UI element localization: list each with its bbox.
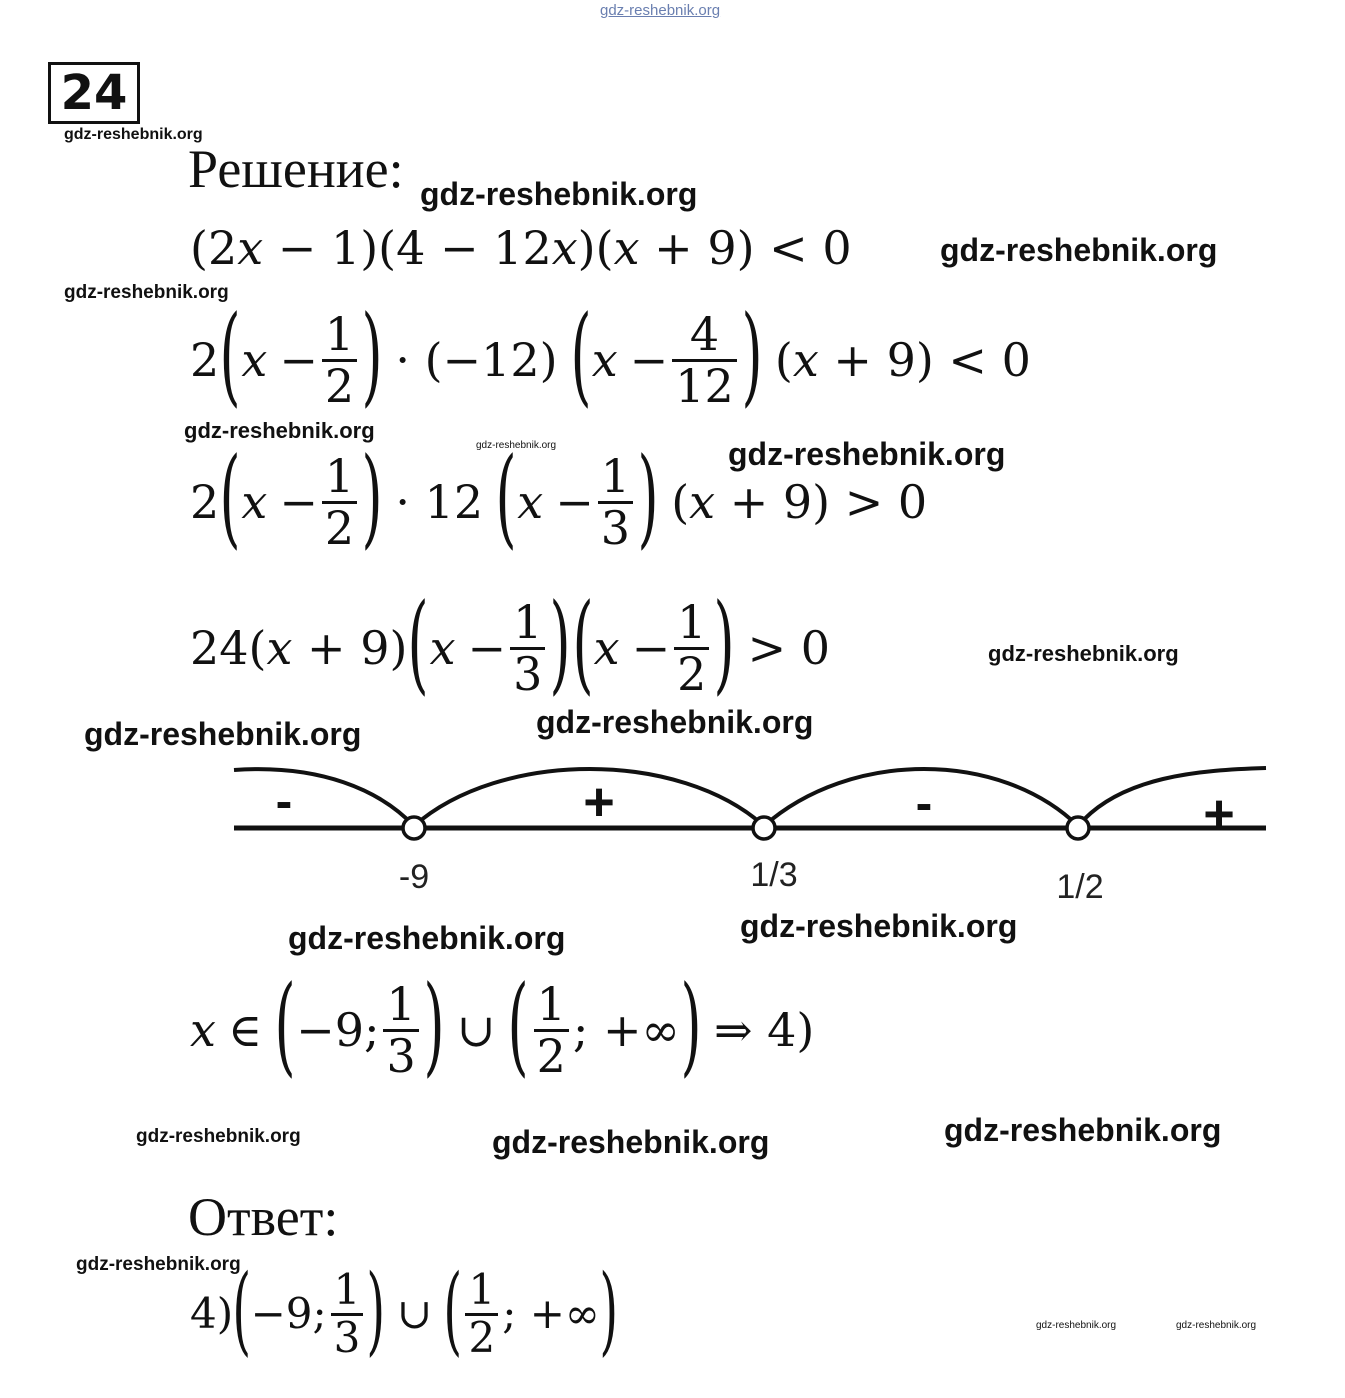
point-label: -9 [398,858,430,896]
paren-close: ) [549,581,571,706]
sign-label: - [915,775,933,831]
watermark: gdz-reshebnik.org [536,704,814,740]
paren-open: ( [443,1254,463,1366]
watermark: gdz-reshebnik.org [136,1126,301,1147]
watermark: gdz-reshebnik.org [84,716,362,752]
paren-open: ( [570,293,592,418]
open-point [1067,817,1089,839]
watermark: gdz-reshebnik.org [184,418,375,443]
sign-label: - [275,773,293,829]
paren-close: ) [361,435,383,560]
paren-close: ) [741,293,763,418]
result: x ∈ ( −9; $\frac{1}{3}$ ) ∪ ( $\frac{1}{2}$ ; +∞ ) ⇒ 4) [190,963,815,1088]
watermark: gdz-reshebnik.org [64,282,229,303]
point-label: 1/2 [1056,868,1104,906]
watermark: gdz-reshebnik.org [740,908,1018,944]
watermark: gdz-reshebnik.org [492,1124,770,1160]
sign-label: + [583,772,615,832]
paren-close: ) [680,963,702,1088]
watermark: gdz-reshebnik.org [1036,1320,1117,1331]
fraction: $\frac{1}{3}$ [331,1268,364,1359]
watermark: gdz-reshebnik.org [420,176,698,212]
fraction: $\frac{1}{2}$ [674,598,709,698]
fraction: $\frac{1}{3}$ [510,598,545,698]
paren-open: ( [407,581,430,706]
fraction: $\frac{1}{2}$ [465,1268,498,1359]
step-1: (2 x − 1)(4 − 12 x )( x + 9) < 0 [190,221,852,275]
paren-close: ) [599,1254,618,1366]
paren-open: ( [274,963,296,1088]
fraction: $\frac{1}{2}$ [322,310,357,410]
answer: 4) ( −9; $\frac{1}{3}$ ) ∪ ( $\frac{1}{2}$ ; +∞ ) [190,1254,618,1366]
paren-close: ) [361,293,383,418]
paren-close: ) [366,1254,386,1366]
paren-close: ) [637,435,659,560]
paren-open: ( [572,581,594,706]
open-point [403,817,425,839]
step-2: 2 ( x − $\frac{1}{2}$ ) · (−12) ( x − $\frac{4}{12}$ ) ( x + 9) < 0 [190,293,1031,418]
step-3: 2 ( x − $\frac{1}{2}$ ) · 12 ( x − $\frac{1}{3}$ ) ( x + 9) > 0 [190,435,928,560]
paren-open: ( [507,963,530,1088]
watermark: gdz-reshebnik.org [64,126,203,143]
fraction: $\frac{1}{3}$ [598,452,633,552]
paren-close: ) [423,963,445,1088]
solution-label: Решение: [188,139,404,199]
sign-arc [1078,768,1266,826]
problem-number: 24 [48,62,140,124]
paren-open: ( [232,1254,252,1366]
step-4: 24( x + 9) ( x − $\frac{1}{3}$ ) ( x − $\frac{1}{2}$ ) > 0 [190,581,830,706]
fraction: $\frac{1}{3}$ [383,980,418,1080]
fraction: $\frac{1}{2}$ [322,452,357,552]
paren-open: ( [219,435,241,560]
paren-close: ) [713,581,736,706]
fraction: $\frac{1}{2}$ [534,980,569,1080]
watermark-top: gdz-reshebnik.org [600,2,721,19]
watermark: gdz-reshebnik.org [728,436,1006,472]
paren-open: ( [219,293,241,418]
paren-open: ( [495,435,517,560]
open-point [753,817,775,839]
watermark: gdz-reshebnik.org [988,641,1179,666]
watermark: gdz-reshebnik.org [476,440,557,451]
watermark: gdz-reshebnik.org [944,1112,1222,1148]
watermark: gdz-reshebnik.org [1176,1320,1257,1331]
watermark: gdz-reshebnik.org [76,1254,241,1275]
watermark: gdz-reshebnik.org [288,920,566,956]
sign-label: + [1203,784,1235,844]
point-label: 1/3 [750,856,798,894]
watermark: gdz-reshebnik.org [940,232,1218,268]
answer-label: Ответ: [188,1187,339,1247]
fraction: $\frac{4}{12}$ [672,310,737,410]
sign-arc [234,769,414,826]
